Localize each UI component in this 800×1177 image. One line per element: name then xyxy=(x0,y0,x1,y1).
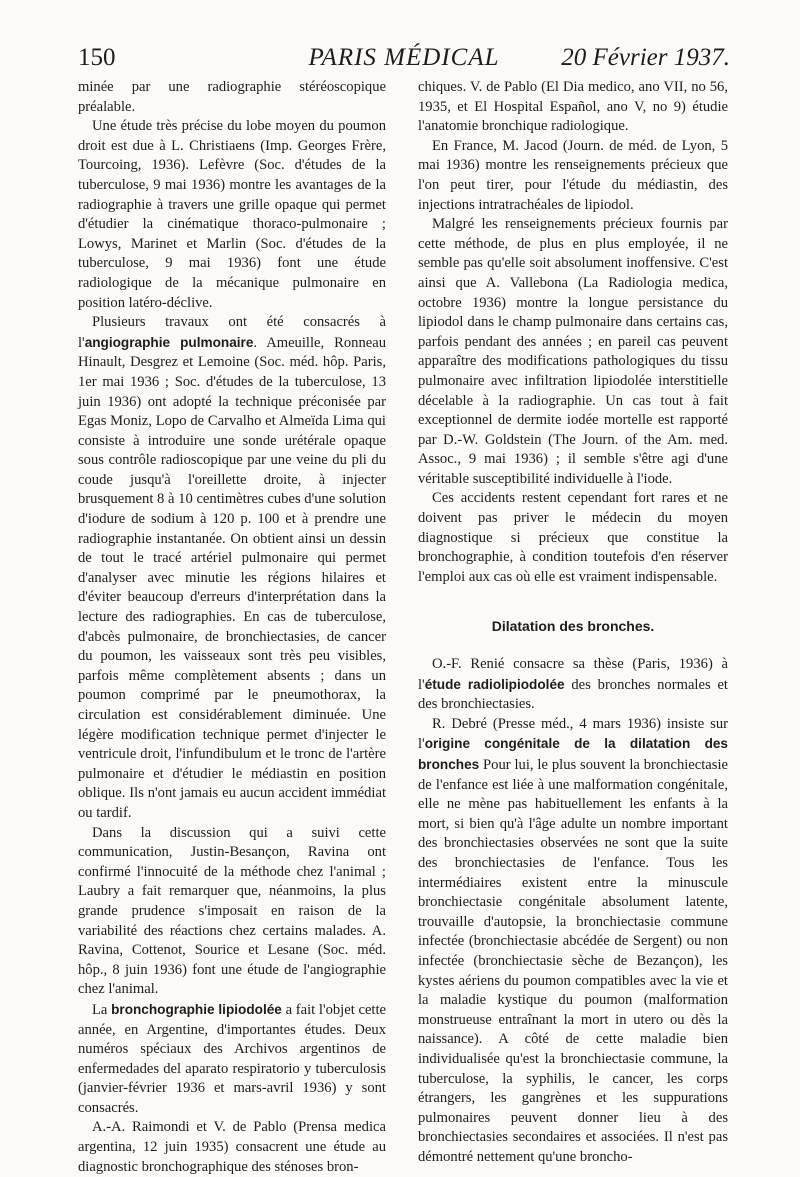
bold-term: origine congénitale de la dilatation des bronches xyxy=(418,736,728,772)
page-header xyxy=(78,42,730,76)
issue-date: 20 Février 1937. xyxy=(561,44,730,71)
bold-term: bronchographie lipiodolée xyxy=(111,1001,282,1017)
paragraph: A.-A. Raimondi et V. de Pablo (Prensa medica argentina, 12 juin 1935) consacrent une étude au diagnostic bronchographique des sténoses bron- xyxy=(78,1119,386,1175)
bold-term: étude radiolipiodolée xyxy=(424,676,565,692)
paragraph: R. Debré (Presse méd., 4 mars 1936) insiste sur l'origine congénitale de la dilatation des bronches Pour lui, le plus souvent la bronchiectasie de l'enfance est liée à une malformation congénitale, elle ne mène pas habituellement les enfants à la mort, si bien qu'à l'âge adulte un nombre important des bronchiectasies observées ne sont que la suite des bronchiectasies de l'enfance. Tous les intermédiaires existent entre la minuscule bronchiectasie congénitale absolument latente, trouvaille d'autopsie, la bronchiectasie commune infectée (bronchiectasie abcédée de Sergent) ou non infectée (bronchiectasie sèche de Bezançon), les kystes aériens du poumon compatibles avec la vie et la maladie kystique du poumon (malformation monstrueuse entraînant la mort in utero ou dès la naissance). A côté de cette maladie bien individualisée qu'est la bronchiectasie commune, la tuberculose, la syphilis, le cancer, les corps étrangers, les gangrènes et les suppurations pulmonaires peuvent donner lieu à des bronchiectasies secondaires et associées. Il n'est pas démontré nettement qu'une broncho- xyxy=(418,715,728,1165)
paragraph: minée par une radiographie stéréoscopique préalable. xyxy=(78,79,386,115)
journal-title: PARIS MÉDICAL xyxy=(308,44,500,71)
right-column xyxy=(418,78,728,1167)
paragraph: Malgré les renseignements précieux fournis par cette méthode, de plus en plus employée, il ne semble pas qu'elle soit absolument inoffensive. C'est ainsi que A. Vallebona (La Radiologia medica, octobre 1936) montre la longue persistance du lipiodol dans le champ pulmonaire dans certains cas, parfois pendant des années ; en pareil cas peuvent apparaître des modifications pathologiques du tissu pulmonaire avec infiltration lipiodolée interstitielle décelable à la radiographie. Un cas tout à fait exceptionnel de dermite iodée mortelle est rapporté par D.-W. Goldstein (The Journ. of the Am. med. Assoc., 9 mai 1936) ; il semble s'être agi d'une véritable susceptibilité individuelle à l'iode. xyxy=(418,216,728,487)
paragraph: Ces accidents restent cependant fort rares et ne doivent pas priver le médecin du moyen diagnostique si précieux que constitue la bronchographie, à condition toutefois d'en réserver l'emploi aux cas où elle est vraiment indispensable. xyxy=(418,490,728,585)
paragraph: Dans la discussion qui a suivi cette communication, Justin-Besançon, Ravina ont confirmé l'innocuité de la méthode chez l'animal ; Laubry a fait remarquer que, néanmoins, la plus grande prudence s'imposait en raison de la variabilité des réactions chez certains malades. A. Ravina, Cottenot, Sourice et Lesane (Soc. méd. hôp., 8 juin 1936) font une étude de l'angiographie chez l'animal. xyxy=(78,824,386,998)
paragraph: En France, M. Jacod (Journ. de méd. de Lyon, 5 mai 1936) montre les renseignements précieux que l'on peut tirer, pour l'étude du médiastin, des injections intratrachéales de lipiodol. xyxy=(418,137,728,213)
paragraph: La bronchographie lipiodolée a fait l'objet cette année, en Argentine, d'importantes études. Deux numéros spéciaux des Archivos argentinos de enfermedades del aparato respiratorio y tuberculosis (janvier-février 1936 et mars-avril 1936) y sont consacrés. xyxy=(78,1001,387,1116)
page-number: 150 xyxy=(78,44,116,71)
paragraph: O.-F. Renié consacre sa thèse (Paris, 1936) à l'étude radiolipiodolée des bronches normales et des bronchiectasies. xyxy=(418,656,728,713)
left-column xyxy=(78,78,386,1177)
bold-term: angiographie pulmonaire xyxy=(84,334,254,350)
paragraph: Une étude très précise du lobe moyen du poumon droit est due à L. Christiaens (Imp. Georges Frère, Tourcoing, 1936). Lefèvre (Soc. d'études de la tuberculose, 9 mai 1936) montre les avantages de la radiographie à travers une grille opaque qui permet d'étudier la cinématique thoraco-pulmonaire ; Lowys, Marinet et Marlin (Soc. d'études de la tuberculose, 9 mai 1936) font une étude radiologique de la mécanique pulmonaire en position latéro-déclive. xyxy=(78,118,386,311)
section-heading: Dilatation des bronches. xyxy=(491,618,655,635)
paragraph: Plusieurs travaux ont été consacrés à l'angiographie pulmonaire. Ameuille, Ronneau Hinault, Desgrez et Lemoine (Soc. méd. hôp. Paris, 1er mai 1936 ; Soc. d'études de la tuberculose, 13 juin 1936) ont adopté la technique préconisée par Egas Moniz, Lopo de Carvalho et Almeïda Lima qui consiste à introduire une sonde urétérale opaque sous contrôle radioscopique par une veine du pli du coude jusqu'à l'oreillette droite, à injecter brusquement 8 à 10 centimètres cubes d'une solution d'iodure de sodium à 120 p. 100 et à prendre une radiographie instantanée. On obtient ainsi un dessin de tout le tracé artériel pulmonaire qui permet d'analyser avec minutie les régions hilaires et d'éviter beaucoup d'erreurs d'interprétation dans la lecture des radiographies. En cas de tuberculose, d'abcès pulmonaire, de bronchiectasies, de cancer du poumon, les vaisseaux sont très peu visibles, parfois même complètement absents ; dans un poumon comprimé par le pneumothorax, la circulation est considérablement diminuée. Une légère modification technique permet d'injecter le ventricule droit, l'infundibulum et le tronc de l'artère pulmonaire et d'étudier le médiastin en position oblique. Ils n'ont jamais eu aucun accident immédiat ou tardif. xyxy=(78,314,386,821)
paragraph: chiques. V. de Pablo (El Dia medico, ano VII, no 56, 1935, et El Hospital Español, ano V, no 9) étudie l'anatomie bronchique radiologique. xyxy=(418,79,728,135)
